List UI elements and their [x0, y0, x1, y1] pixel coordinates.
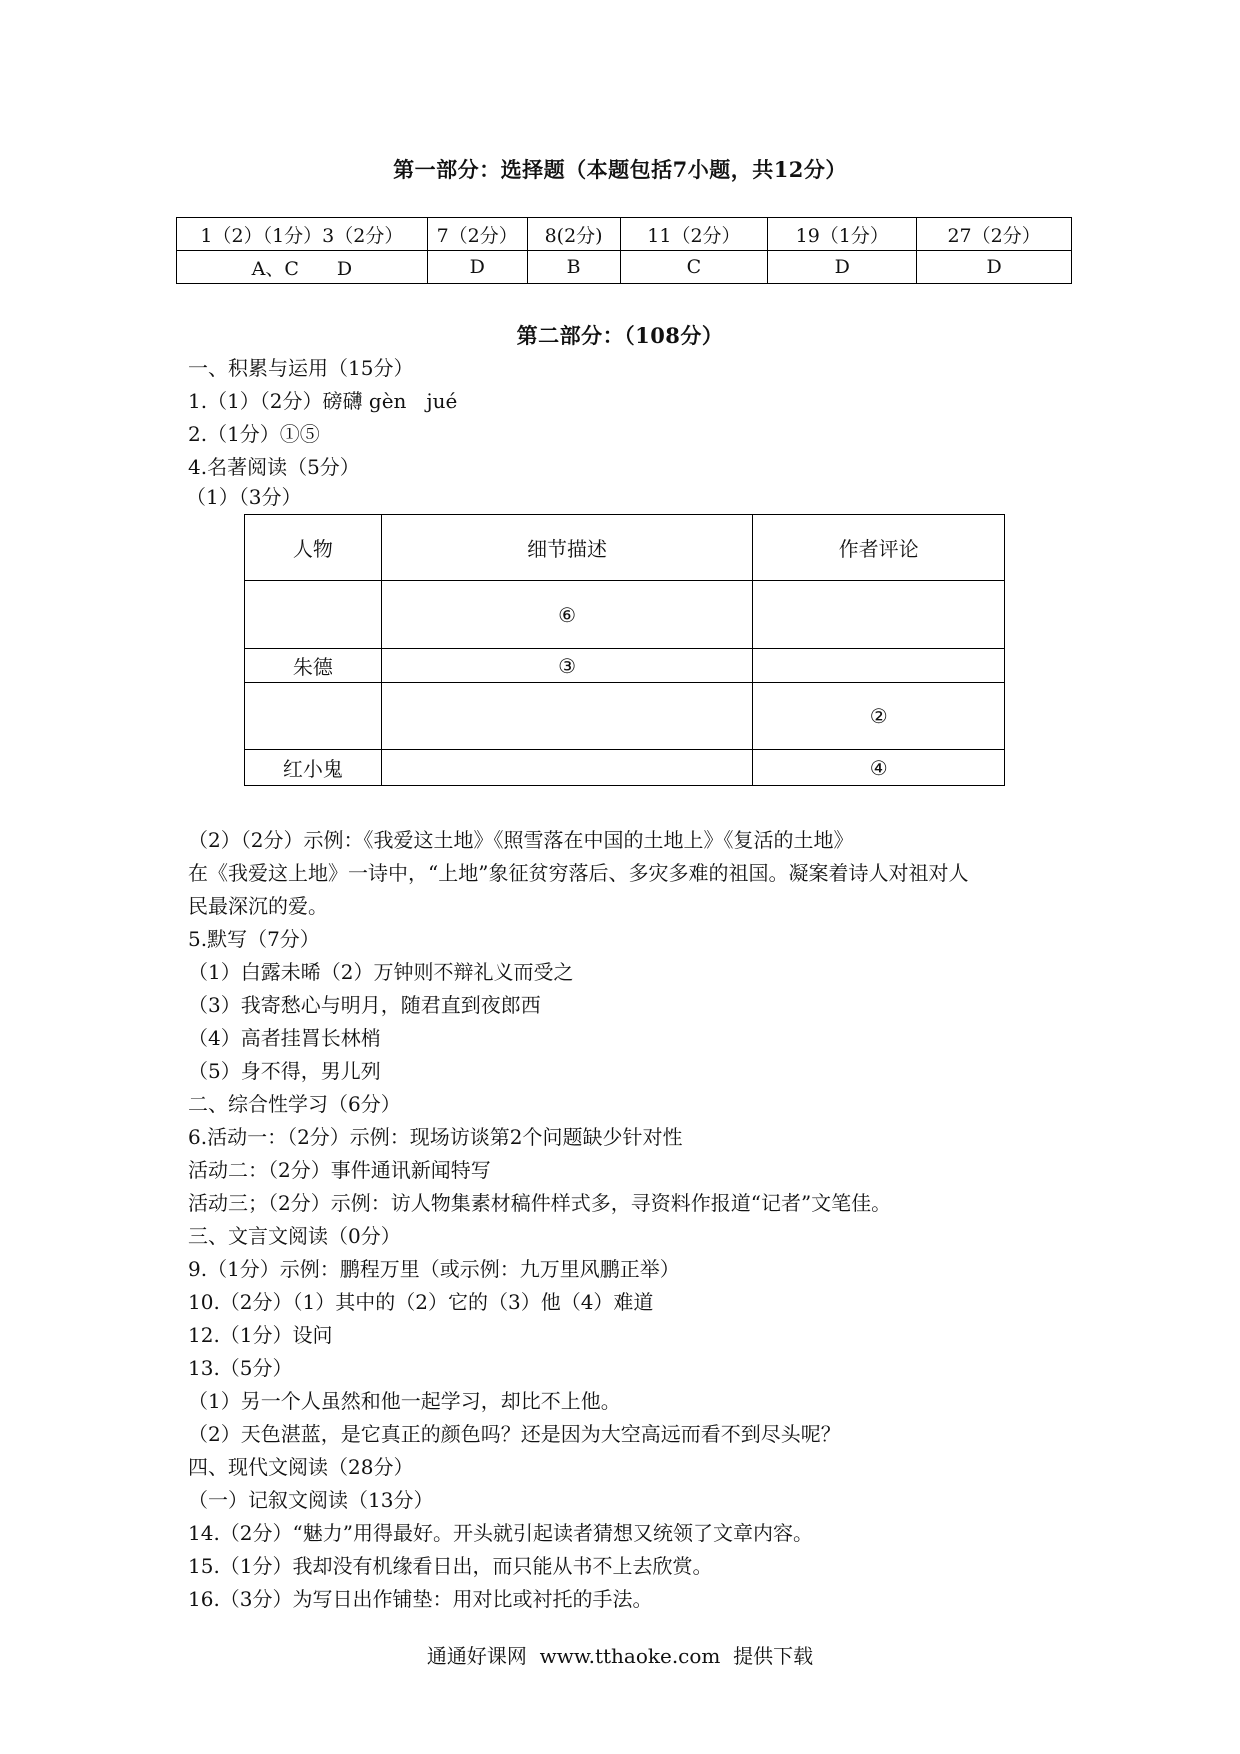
- text-line: 四、现代文阅读（28分）: [188, 1455, 414, 1479]
- character-cell: 红小鬼: [245, 750, 382, 786]
- answer-cell: C: [620, 251, 768, 284]
- character-cell: 朱德: [245, 649, 382, 683]
- text-line: （3）我寄愁心与明月，随君直到夜郎西: [188, 993, 541, 1017]
- text-line: 2.（1分）①⑤: [188, 422, 320, 446]
- column-header: 作者评论: [753, 515, 1005, 581]
- text-line: 1.（1）（2分）磅礴 gèn jué: [188, 389, 458, 413]
- detail-cell: ③: [381, 649, 752, 683]
- text-line: （一）记叙文阅读（13分）: [188, 1488, 434, 1512]
- score-header-cell: 8(2分): [527, 218, 620, 251]
- text-line: （1）白露未晞（2）万钟则不辩礼义而受之: [188, 960, 574, 984]
- text-line: 民最深沉的爱。: [188, 894, 328, 918]
- text-line: 二、综合性学习（6分）: [188, 1092, 401, 1116]
- detail-cell: ⑥: [381, 581, 752, 649]
- text-line: 活动三；（2分）示例：访人物集素材稿件样式多，寻资料作报道“记者”文笔佳。: [188, 1191, 892, 1215]
- column-header: 人物: [245, 515, 382, 581]
- text-line: （2）天色湛蓝，是它真正的颜色吗？还是因为大空高远而看不到尽头呢？: [188, 1422, 841, 1446]
- text-line: 15.（1分）我却没有机缘看日出，而只能从书不上去欣赏。: [188, 1554, 713, 1578]
- text-line: （4）高者挂罥长林梢: [188, 1026, 381, 1050]
- text-line: 14.（2分）“魅力”用得最好。开头就引起读者猜想又统领了文章内容。: [188, 1521, 813, 1545]
- table-row: [245, 581, 1005, 649]
- text-line: 一、积累与运用（15分）: [188, 356, 414, 380]
- comment-cell: ④: [753, 750, 1005, 786]
- character-cell: [245, 683, 382, 750]
- text-line: （2）（2分）示例：《我爱这土地》《照雪落在中国的土地上》《复活的土地》: [188, 828, 854, 852]
- text-line: （1）（3分）: [186, 485, 302, 509]
- choice-score-table: [176, 217, 1072, 284]
- score-header-cell: 7（2分）: [427, 218, 527, 251]
- detail-cell: [381, 683, 752, 750]
- table-row: [245, 750, 1005, 786]
- answer-cell: B: [527, 251, 620, 284]
- comment-cell: ②: [753, 683, 1005, 750]
- character-table-header-row: [245, 515, 1005, 581]
- answer-cell: A、C D: [177, 251, 428, 284]
- score-table-answer-row: [177, 251, 1072, 284]
- detail-cell: [381, 750, 752, 786]
- answer-cell: D: [427, 251, 527, 284]
- text-line: 4.名著阅读（5分）: [188, 455, 360, 479]
- column-header: 细节描述: [381, 515, 752, 581]
- text-line: 6.活动一：（2分）示例：现场访谈第2个问题缺少针对性: [188, 1125, 683, 1149]
- score-header-cell: 27（2分）: [917, 218, 1072, 251]
- text-line: 5.默写（7分）: [188, 927, 320, 951]
- answer-cell: D: [917, 251, 1072, 284]
- part2-heading: 第二部分：（108分）: [516, 323, 724, 348]
- text-line: （5）身不得，男儿列: [188, 1059, 381, 1083]
- comment-cell: [753, 581, 1005, 649]
- table-row: [245, 649, 1005, 683]
- character-table: [244, 514, 1005, 786]
- footer-source: 通通好课网 www.tthaoke.com 提供下载: [426, 1644, 814, 1668]
- text-line: 在《我爱这上地》一诗中，“上地”象征贫穷落后、多灾多难的祖国。凝案着诗人对祖对人: [188, 861, 969, 885]
- text-line: 三、文言文阅读（0分）: [188, 1224, 401, 1248]
- text-line: 12.（1分）设问: [188, 1323, 333, 1347]
- text-line: （1）另一个人虽然和他一起学习，却比不上他。: [188, 1389, 621, 1413]
- score-table-header-row: [177, 218, 1072, 251]
- text-line: 13.（5分）: [188, 1356, 293, 1380]
- table-row: [245, 683, 1005, 750]
- text-line: 16.（3分）为写日出作铺垫：用对比或衬托的手法。: [188, 1587, 653, 1611]
- text-line: 10.（2分）（1）其中的（2）它的（3）他（4）难道: [188, 1290, 654, 1314]
- score-header-cell: 11（2分）: [620, 218, 768, 251]
- part1-heading: 第一部分：选择题（本题包括7小题，共12分）: [393, 157, 847, 182]
- comment-cell: [753, 649, 1005, 683]
- text-line: 活动二：（2分）事件通讯新闻特写: [188, 1158, 491, 1182]
- text-line: 9.（1分）示例：鹏程万里（或示例：九万里风鹏正举）: [188, 1257, 680, 1281]
- score-header-cell: 1（2）（1分）3（2分）: [177, 218, 428, 251]
- answer-cell: D: [768, 251, 917, 284]
- character-cell: [245, 581, 382, 649]
- score-header-cell: 19（1分）: [768, 218, 917, 251]
